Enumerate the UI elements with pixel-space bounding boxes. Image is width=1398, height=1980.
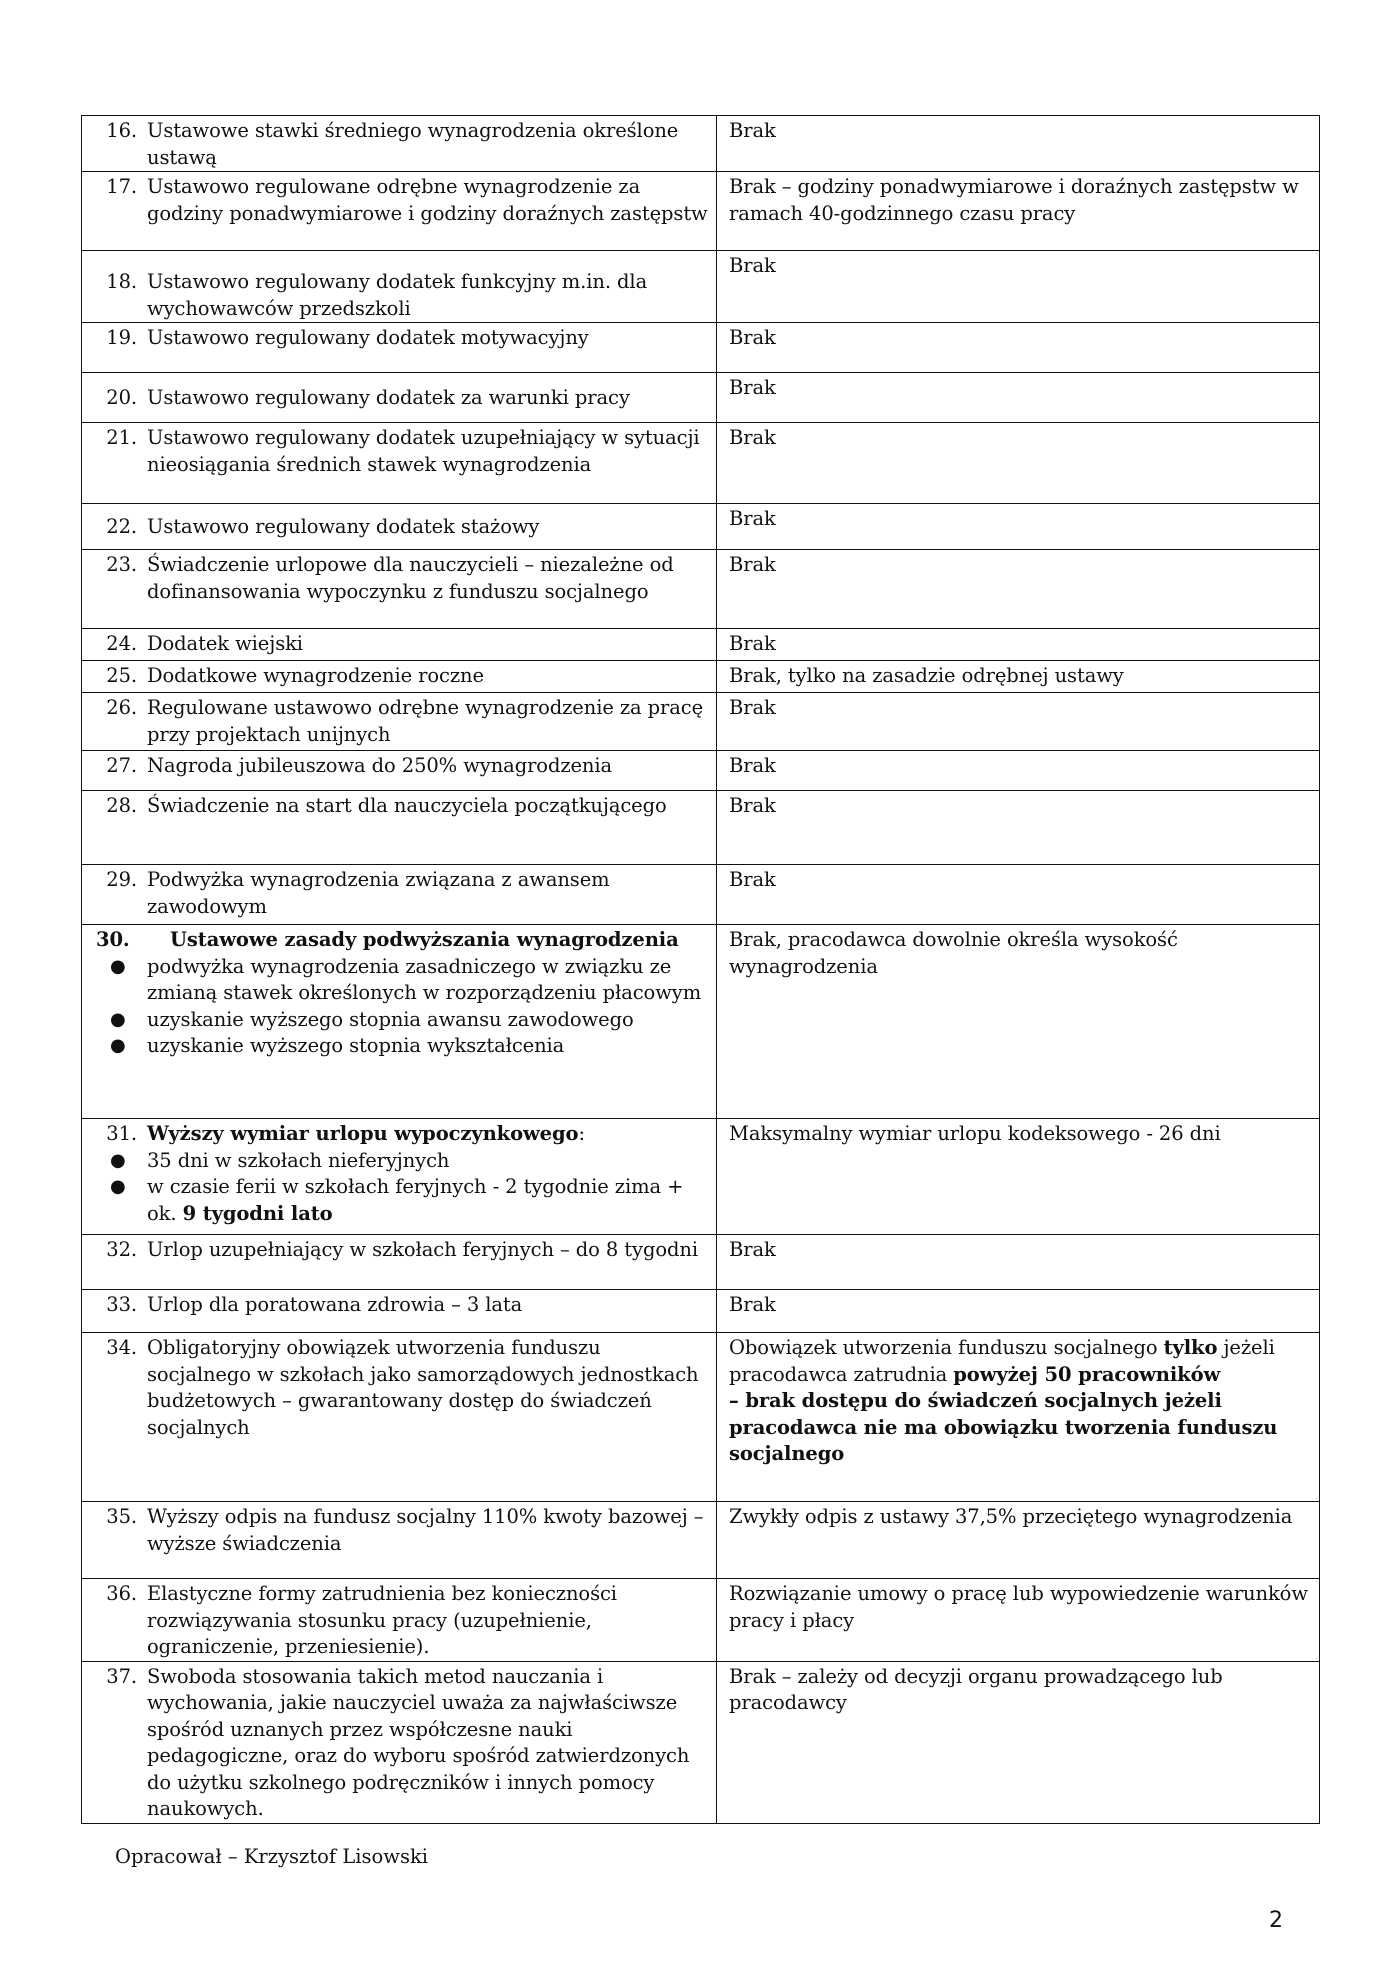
- row-number: 36.: [106, 1582, 137, 1605]
- labour-code-equivalent: Brak: [729, 696, 776, 719]
- row-number: 26.: [106, 696, 137, 719]
- teacher-charter-entitlement: Ustawowe stawki średniego wynagrodzenia określone ustawą: [147, 119, 679, 169]
- teacher-charter-entitlement: Dodatek wiejski: [147, 632, 303, 655]
- row-number: 24.: [106, 632, 137, 655]
- teacher-charter-entitlement: Elastyczne formy zatrudnienia bez konieczności rozwiązywania stosunku pracy (uzupełnienie, ograniczenie, przeniesienie).: [147, 1582, 617, 1658]
- bullet-icon: ●: [110, 1008, 126, 1030]
- comparison-table-body: [82, 116, 1320, 1824]
- table-row: [82, 629, 1320, 661]
- teacher-charter-entitlement: Ustawowo regulowane odrębne wynagrodzenie za godziny ponadwymiarowe i godziny doraźnych zastępstw: [147, 175, 708, 225]
- table-row: [82, 865, 1320, 925]
- teacher-charter-entitlement: Urlop uzupełniający w szkołach feryjnych – do 8 tygodni: [147, 1238, 698, 1261]
- table-row: [82, 1502, 1320, 1579]
- labour-code-equivalent: Brak: [729, 1238, 776, 1261]
- labour-code-equivalent: Rozwiązanie umowy o pracę lub wypowiedzenie warunków pracy i płacy: [729, 1582, 1308, 1632]
- row-number: 30.: [96, 928, 130, 951]
- table-row: [82, 251, 1320, 323]
- row-number: 16.: [106, 119, 137, 142]
- labour-code-equivalent: Brak, tylko na zasadzie odrębnej ustawy: [729, 664, 1124, 687]
- teacher-charter-entitlement: Ustawowo regulowany dodatek uzupełniający w sytuacji nieosiągania średnich stawek wynagrodzenia: [147, 426, 700, 476]
- table-row: [82, 1235, 1320, 1290]
- table-row: [82, 1333, 1320, 1502]
- bullet-icon: ●: [110, 1035, 126, 1056]
- row-number: 33.: [106, 1293, 137, 1316]
- comparison-table: [81, 115, 1320, 1824]
- table-row: [82, 1579, 1320, 1662]
- bullet-icon: ●: [110, 955, 126, 977]
- table-row: [82, 323, 1320, 373]
- teacher-charter-entitlement: Świadczenie urlopowe dla nauczycieli – niezależne od dofinansowania wypoczynku z funduszu socjalnego: [147, 553, 674, 603]
- teacher-charter-entitlement: Obligatoryjny obowiązek utworzenia funduszu socjalnego w szkołach jako samorządowych jednostkach budżetowych – gwarantowany dostęp do świadczeń socjalnych: [147, 1336, 699, 1439]
- labour-code-equivalent: Brak – zależy od decyzji organu prowadzącego lub pracodawcy: [729, 1664, 1223, 1714]
- labour-code-equivalent: Brak: [729, 794, 776, 817]
- labour-code-equivalent: Brak: [729, 632, 776, 655]
- row-number: 21.: [106, 426, 137, 449]
- row-heading: Ustawowe zasady podwyższania wynagrodzenia: [170, 928, 679, 951]
- table-row: [82, 661, 1320, 693]
- labour-code-equivalent: Brak: [729, 507, 776, 530]
- labour-code-equivalent: Brak – godziny ponadwymiarowe i doraźnych zastępstw w ramach 40-godzinnego czasu pracy: [729, 175, 1299, 225]
- row-number: 20.: [106, 386, 137, 410]
- table-row: [82, 925, 1320, 1119]
- bullet-item: ● w czasie ferii w szkołach feryjnych - 2 tygodnie zima + ok. 9 tygodni lato: [82, 1174, 716, 1227]
- row-number: 25.: [106, 664, 137, 687]
- teacher-charter-entitlement: Swoboda stosowania takich metod nauczania i wychowania, jakie nauczyciel uważa za najwłaściwsze spośród uznanych przez współczesne nauki pedagogiczne, oraz do wyboru spośród zatwierdzonych do użytku szkolnego podręczników i innych pomocy naukowych.: [147, 1664, 690, 1820]
- table-row: [82, 1290, 1320, 1333]
- row-number: 28.: [106, 794, 137, 817]
- bullet-item: ● uzyskanie wyższego stopnia awansu zawodowego: [82, 1007, 716, 1034]
- teacher-charter-entitlement: Regulowane ustawowo odrębne wynagrodzenie za pracę przy projektach unijnych: [147, 696, 704, 746]
- row-number: 34.: [106, 1336, 137, 1359]
- labour-code-equivalent: Brak: [729, 119, 776, 142]
- table-row: [82, 373, 1320, 423]
- teacher-charter-entitlement: Wyższy odpis na fundusz socjalny 110% kwoty bazowej – wyższe świadczenia: [147, 1505, 704, 1555]
- labour-code-equivalent: Zwykły odpis z ustawy 37,5% przeciętego wynagrodzenia: [729, 1505, 1293, 1528]
- teacher-charter-entitlement: Urlop dla poratowana zdrowia – 3 lata: [147, 1293, 523, 1316]
- teacher-charter-entitlement: Podwyżka wynagrodzenia związana z awansem zawodowym: [147, 868, 610, 918]
- table-row: [82, 504, 1320, 550]
- bullet-item: ● uzyskanie wyższego stopnia wykształcenia: [82, 1033, 716, 1060]
- bullet-item: ● 35 dni w szkołach nieferyjnych: [82, 1148, 716, 1175]
- teacher-charter-entitlement: Dodatkowe wynagrodzenie roczne: [147, 664, 484, 687]
- teacher-charter-entitlement: Ustawowo regulowany dodatek funkcyjny m.in. dla wychowawców przedszkoli: [147, 270, 648, 320]
- table-row: [82, 1661, 1320, 1823]
- table-row: [82, 693, 1320, 751]
- row-number: 31.: [106, 1122, 137, 1145]
- table-row: [82, 791, 1320, 865]
- teacher-charter-entitlement: Ustawowo regulowany dodatek motywacyjny: [147, 326, 589, 349]
- labour-code-equivalent: Brak: [729, 254, 776, 277]
- labour-code-equivalent: Brak: [729, 326, 776, 349]
- labour-code-equivalent: Brak, pracodawca dowolnie określa wysokość wynagrodzenia: [729, 928, 1178, 978]
- labour-code-equivalent: Maksymalny wymiar urlopu kodeksowego - 26 dni: [729, 1122, 1221, 1145]
- row-heading: Wyższy wymiar urlopu wypoczynkowego: [147, 1122, 579, 1145]
- row-number: 27.: [106, 754, 137, 777]
- table-row: [82, 550, 1320, 629]
- row-number: 23.: [106, 553, 137, 576]
- teacher-charter-entitlement: Ustawowo regulowany dodatek za warunki pracy: [147, 386, 630, 410]
- row-number: 37.: [106, 1664, 137, 1688]
- labour-code-equivalent: Brak: [729, 426, 776, 449]
- labour-code-equivalent: Brak: [729, 553, 776, 576]
- labour-code-equivalent: Brak: [729, 754, 776, 777]
- row-number: 29.: [106, 868, 137, 891]
- author-credit: Opracował – Krzysztof Lisowski: [115, 1845, 428, 1868]
- row-number: 18.: [106, 270, 137, 293]
- row-number: 22.: [106, 515, 137, 539]
- labour-code-equivalent: Brak: [729, 868, 776, 891]
- bullet-icon: ●: [110, 1149, 126, 1171]
- bullet-icon: ●: [110, 1176, 126, 1197]
- row-number: 32.: [106, 1238, 137, 1261]
- table-row: [82, 172, 1320, 251]
- labour-code-equivalent: Obowiązek utworzenia funduszu socjalnego tylko jeżeli pracodawca zatrudnia powyżej 50 pracowników – brak dostępu do świadczeń socjalnych jeżeli pracodawca nie ma obowiązku tworzenia funduszu socjalnego: [729, 1336, 1278, 1465]
- teacher-charter-entitlement: Nagroda jubileuszowa do 250% wynagrodzenia: [147, 754, 613, 777]
- table-row: [82, 116, 1320, 172]
- row-number: 35.: [106, 1505, 137, 1528]
- row-number: 19.: [106, 326, 137, 349]
- page-number: 2: [1269, 1908, 1283, 1933]
- table-row: 31. Wyższy wymiar urlopu wypoczynkowego: ● 35 dni w szkołach nieferyjnych ● w czasie ferii w szkołach feryjnych - 2 tygodnie zima + ok. 9 tygodni lato Maksymalny wymiar urlopu kodeksowego - 26 dni: [82, 1119, 1320, 1235]
- teacher-charter-entitlement: Świadczenie na start dla nauczyciela początkującego: [147, 794, 667, 817]
- labour-code-equivalent: Brak: [729, 376, 776, 399]
- bullet-item: ● podwyżka wynagrodzenia zasadniczego w związku ze zmianą stawek określonych w rozporządzeniu płacowym: [82, 954, 716, 1007]
- table-row: [82, 751, 1320, 791]
- row-number: 17.: [106, 175, 137, 198]
- table-row: [82, 423, 1320, 504]
- teacher-charter-entitlement: Ustawowo regulowany dodatek stażowy: [147, 515, 540, 539]
- labour-code-equivalent: Brak: [729, 1293, 776, 1316]
